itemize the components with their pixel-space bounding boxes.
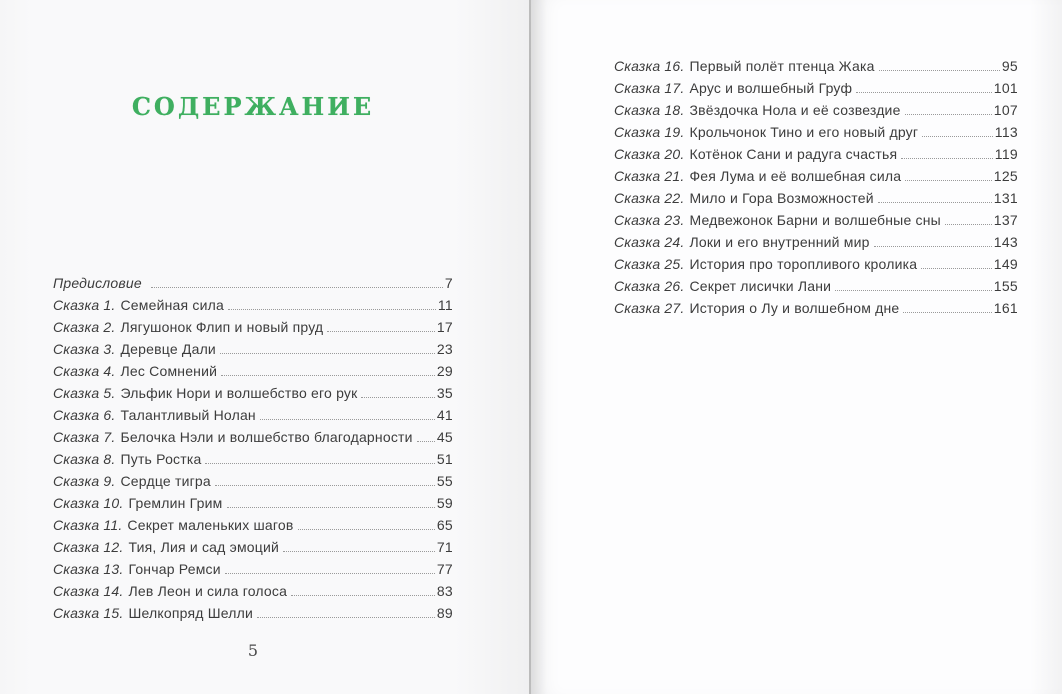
toc-entry-title: Гончар Ремси (128, 561, 221, 577)
toc-entry-title: Локи и его внутренний мир (689, 234, 870, 250)
left-page (0, 0, 529, 694)
toc-entry (614, 187, 1018, 209)
toc-entry-title: Котёнок Сани и радуга счастья (689, 146, 898, 162)
toc-entry (53, 580, 453, 602)
toc-entry (614, 231, 1018, 253)
right-page (531, 0, 1062, 694)
toc-entry-prefix: Сказка 27. (614, 300, 685, 316)
toc-list-left (53, 272, 453, 624)
toc-dot-leader (874, 246, 992, 247)
toc-entry-page: 59 (436, 495, 453, 511)
toc-entry-title: История про торопливого кролика (689, 256, 918, 272)
toc-dot-leader (905, 114, 992, 115)
toc-entry (53, 470, 453, 492)
toc-entry (53, 294, 453, 316)
toc-dot-leader (361, 397, 434, 398)
toc-entry (53, 536, 453, 558)
toc-dot-leader (417, 441, 435, 442)
toc-entry-title: Тия, Лия и сад эмоций (128, 539, 280, 555)
toc-entry-title: Путь Ростка (120, 451, 202, 467)
toc-entry-title: Крольчонок Тино и его новый друг (689, 124, 919, 140)
toc-entry-prefix: Сказка 8. (53, 451, 116, 467)
toc-entry-page: 149 (993, 256, 1018, 272)
toc-entry (53, 602, 453, 624)
toc-entry-prefix: Сказка 7. (53, 429, 116, 445)
toc-dot-leader (257, 617, 435, 618)
toc-entry-prefix: Сказка 23. (614, 212, 685, 228)
toc-entry (614, 297, 1018, 319)
toc-entry-page: 155 (993, 278, 1018, 294)
toc-dot-leader (291, 595, 435, 596)
toc-entry-title: Лев Леон и сила голоса (128, 583, 288, 599)
toc-entry-page: 41 (436, 407, 453, 423)
toc-entry-prefix: Сказка 11. (53, 517, 123, 533)
toc-entry-title: Лес Сомнений (120, 363, 218, 379)
toc-entry-prefix: Предисловие (53, 275, 142, 291)
toc-entry (614, 275, 1018, 297)
toc-entry-prefix: Сказка 16. (614, 58, 685, 74)
toc-dot-leader (835, 290, 992, 291)
toc-entry-page: 137 (993, 212, 1018, 228)
toc-entry-prefix: Сказка 20. (614, 146, 685, 162)
toc-entry-page: 55 (436, 473, 453, 489)
toc-entry (614, 99, 1018, 121)
toc-entry (53, 492, 453, 514)
toc-entry (614, 121, 1018, 143)
toc-entry-prefix: Сказка 25. (614, 256, 685, 272)
toc-entry (53, 316, 453, 338)
toc-entry-prefix: Сказка 6. (53, 407, 116, 423)
toc-entry (53, 360, 453, 382)
toc-entry-page: 11 (437, 297, 453, 313)
toc-dot-leader (945, 224, 992, 225)
toc-dot-leader (260, 419, 435, 420)
toc-entry (53, 382, 453, 404)
toc-dot-leader (905, 180, 992, 181)
toc-entry (614, 55, 1018, 77)
toc-entry-page: 113 (994, 124, 1018, 140)
toc-entry-prefix: Сказка 14. (53, 583, 124, 599)
toc-entry-prefix: Сказка 10. (53, 495, 124, 511)
toc-entry-prefix: Сказка 13. (53, 561, 124, 577)
toc-dot-leader (903, 312, 991, 313)
toc-dot-leader (283, 551, 435, 552)
toc-entry-page: 119 (994, 146, 1018, 162)
toc-entry-prefix: Сказка 22. (614, 190, 685, 206)
toc-entry-prefix: Сказка 17. (614, 80, 685, 96)
toc-entry-title: Секрет лисички Лани (689, 278, 832, 294)
toc-entry-title: Звёздочка Нола и её созвездие (689, 102, 901, 118)
toc-entry-page: 51 (436, 451, 453, 467)
toc-entry-title: Сердце тигра (120, 473, 211, 489)
toc-dot-leader (151, 287, 443, 288)
toc-entry-title: Талантливый Нолан (120, 407, 256, 423)
toc-entry-page: 17 (436, 319, 453, 335)
toc-entry-title: Белочка Нэли и волшебство благодарности (120, 429, 413, 445)
toc-entry (614, 165, 1018, 187)
toc-entry-prefix: Сказка 2. (53, 319, 116, 335)
toc-entry-page: 95 (1001, 58, 1018, 74)
toc-entry-page: 45 (436, 429, 453, 445)
toc-entry-page: 107 (993, 102, 1018, 118)
contents-title: СОДЕРЖАНИЕ (131, 92, 375, 121)
toc-entry-page: 143 (993, 234, 1018, 250)
toc-dot-leader (856, 92, 992, 93)
toc-entry-title: Эльфик Нори и волшебство его рук (120, 385, 358, 401)
toc-entry-prefix: Сказка 12. (53, 539, 124, 555)
toc-dot-leader (879, 70, 1000, 71)
toc-entry-page: 23 (436, 341, 453, 357)
toc-entry-title: Деревце Дали (120, 341, 216, 357)
toc-dot-leader (205, 463, 434, 464)
toc-entry-page: 83 (436, 583, 453, 599)
toc-entry-page: 71 (436, 539, 453, 555)
toc-entry-title: История о Лу и волшебном дне (689, 300, 900, 316)
toc-dot-leader (227, 507, 435, 508)
toc-entry (53, 404, 453, 426)
page-number-folio: 5 (247, 641, 259, 660)
toc-dot-leader (327, 331, 435, 332)
toc-entry (53, 272, 453, 294)
toc-dot-leader (215, 485, 435, 486)
toc-entry (614, 143, 1018, 165)
toc-entry-title: Фея Лума и её волшебная сила (689, 168, 902, 184)
toc-entry-title: Мило и Гора Возможностей (689, 190, 874, 206)
toc-dot-leader (221, 375, 435, 376)
toc-entry-page: 65 (436, 517, 453, 533)
toc-entry-prefix: Сказка 18. (614, 102, 685, 118)
toc-entry-page: 7 (444, 275, 453, 291)
toc-entry (53, 338, 453, 360)
toc-entry-page: 101 (993, 80, 1018, 96)
toc-entry-page: 35 (436, 385, 453, 401)
toc-dot-leader (228, 309, 436, 310)
toc-entry-prefix: Сказка 1. (53, 297, 116, 313)
toc-entry-prefix: Сказка 26. (614, 278, 685, 294)
toc-entry-page: 89 (436, 605, 453, 621)
toc-dot-leader (901, 158, 993, 159)
toc-dot-leader (298, 529, 435, 530)
toc-dot-leader (225, 573, 435, 574)
toc-entry-page: 77 (436, 561, 453, 577)
toc-entry (53, 558, 453, 580)
toc-entry-prefix: Сказка 19. (614, 124, 685, 140)
toc-entry-title: Арус и волшебный Груф (689, 80, 853, 96)
toc-entry-title: Шелкопряд Шелли (128, 605, 254, 621)
toc-entry-prefix: Сказка 5. (53, 385, 116, 401)
toc-dot-leader (220, 353, 435, 354)
toc-entry (53, 448, 453, 470)
toc-list-right (614, 55, 1018, 319)
toc-entry-prefix: Сказка 4. (53, 363, 116, 379)
toc-entry-prefix: Сказка 9. (53, 473, 116, 489)
toc-entry-title: Лягушонок Флип и новый пруд (120, 319, 324, 335)
toc-entry (614, 209, 1018, 231)
toc-entry-title: Первый полёт птенца Жака (689, 58, 875, 74)
toc-entry (53, 426, 453, 448)
toc-dot-leader (921, 268, 992, 269)
toc-entry-prefix: Сказка 3. (53, 341, 116, 357)
toc-entry-prefix: Сказка 21. (614, 168, 685, 184)
toc-entry-title: Секрет маленьких шагов (127, 517, 294, 533)
toc-entry-title: Медвежонок Барни и волшебные сны (689, 212, 941, 228)
toc-entry-prefix: Сказка 24. (614, 234, 685, 250)
toc-dot-leader (878, 202, 992, 203)
toc-entry-page: 29 (436, 363, 453, 379)
toc-entry-page: 125 (993, 168, 1018, 184)
toc-entry-page: 131 (993, 190, 1018, 206)
toc-dot-leader (922, 136, 993, 137)
toc-entry-page: 161 (993, 300, 1018, 316)
toc-entry (53, 514, 453, 536)
toc-entry-prefix: Сказка 15. (53, 605, 124, 621)
toc-entry (614, 253, 1018, 275)
toc-entry-title: Семейная сила (120, 297, 224, 313)
toc-entry (614, 77, 1018, 99)
toc-entry-title: Гремлин Грим (128, 495, 223, 511)
